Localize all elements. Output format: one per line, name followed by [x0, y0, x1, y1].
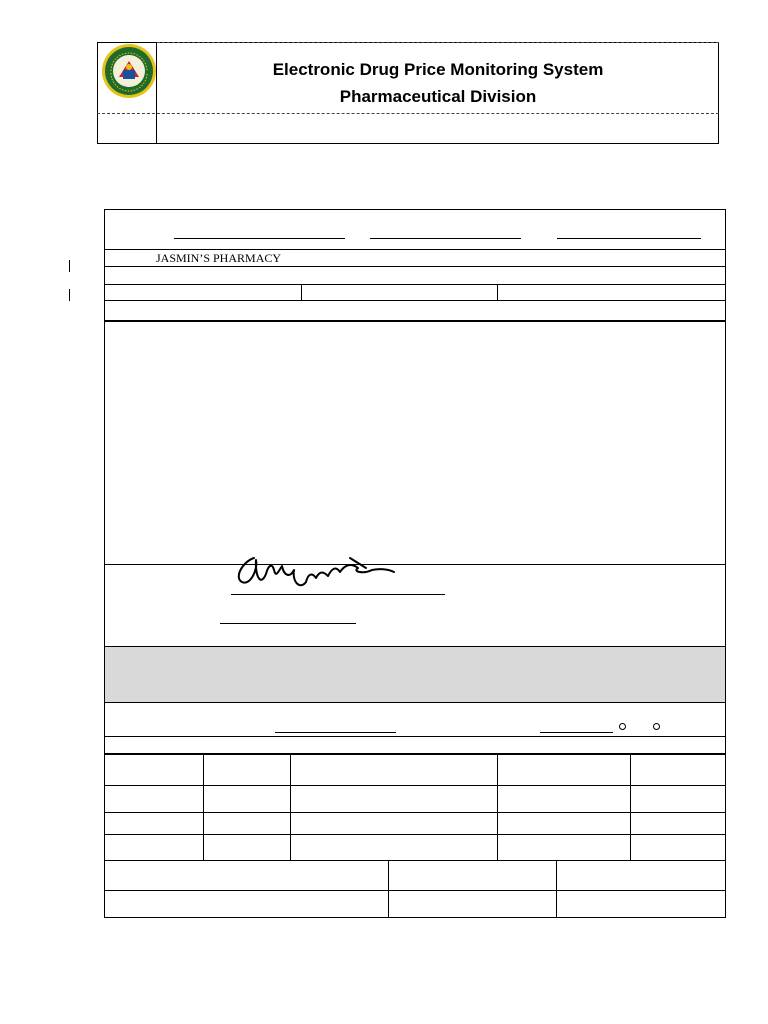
form-rule-10 [104, 753, 726, 755]
blank-line-3[interactable] [557, 238, 701, 239]
bottom-col-2 [556, 860, 557, 917]
shaded-panel [105, 647, 725, 702]
table-col-2 [290, 755, 291, 860]
form-rule-8 [104, 702, 726, 703]
header-bottom-solid [97, 143, 157, 144]
form-rule-3 [104, 284, 726, 285]
radio-option-2[interactable] [653, 723, 660, 730]
table-row-rule-2 [104, 812, 726, 813]
form-rule-2 [104, 266, 726, 267]
date-line[interactable] [220, 623, 356, 624]
form-rule-6 [104, 564, 726, 565]
table-row-rule-3 [104, 834, 726, 835]
blank-line-1[interactable] [174, 238, 345, 239]
form-col-divider-b [497, 284, 498, 300]
pharmacy-name: JASMIN’S PHARMACY [156, 251, 282, 265]
form-rule-1 [104, 249, 726, 250]
form-rule-5 [104, 320, 726, 322]
table-row-rule-4 [104, 860, 726, 861]
form-rule-9 [104, 736, 726, 737]
table-col-4 [630, 755, 631, 860]
header-dashed-top [157, 42, 719, 43]
table-col-3 [497, 755, 498, 860]
form-rule-4 [104, 300, 726, 301]
bottom-row-rule [104, 890, 726, 891]
table-row-rule-1 [104, 785, 726, 786]
table-col-1 [203, 755, 204, 860]
blank-line-5[interactable] [540, 732, 613, 733]
header-subtitle: Pharmaceutical Division [339, 87, 537, 106]
side-mark-1 [69, 260, 70, 272]
side-mark-2 [69, 289, 70, 301]
doh-seal-logo [101, 43, 157, 99]
header-row-divider [97, 113, 719, 114]
form-col-divider-a [301, 284, 302, 300]
signature-line[interactable] [231, 594, 445, 595]
handwritten-signature [232, 548, 397, 593]
header-title: Electronic Drug Price Monitoring System [272, 60, 604, 79]
radio-option-1[interactable] [619, 723, 626, 730]
blank-line-2[interactable] [370, 238, 521, 239]
bottom-col-1 [388, 860, 389, 917]
blank-line-4[interactable] [275, 732, 396, 733]
